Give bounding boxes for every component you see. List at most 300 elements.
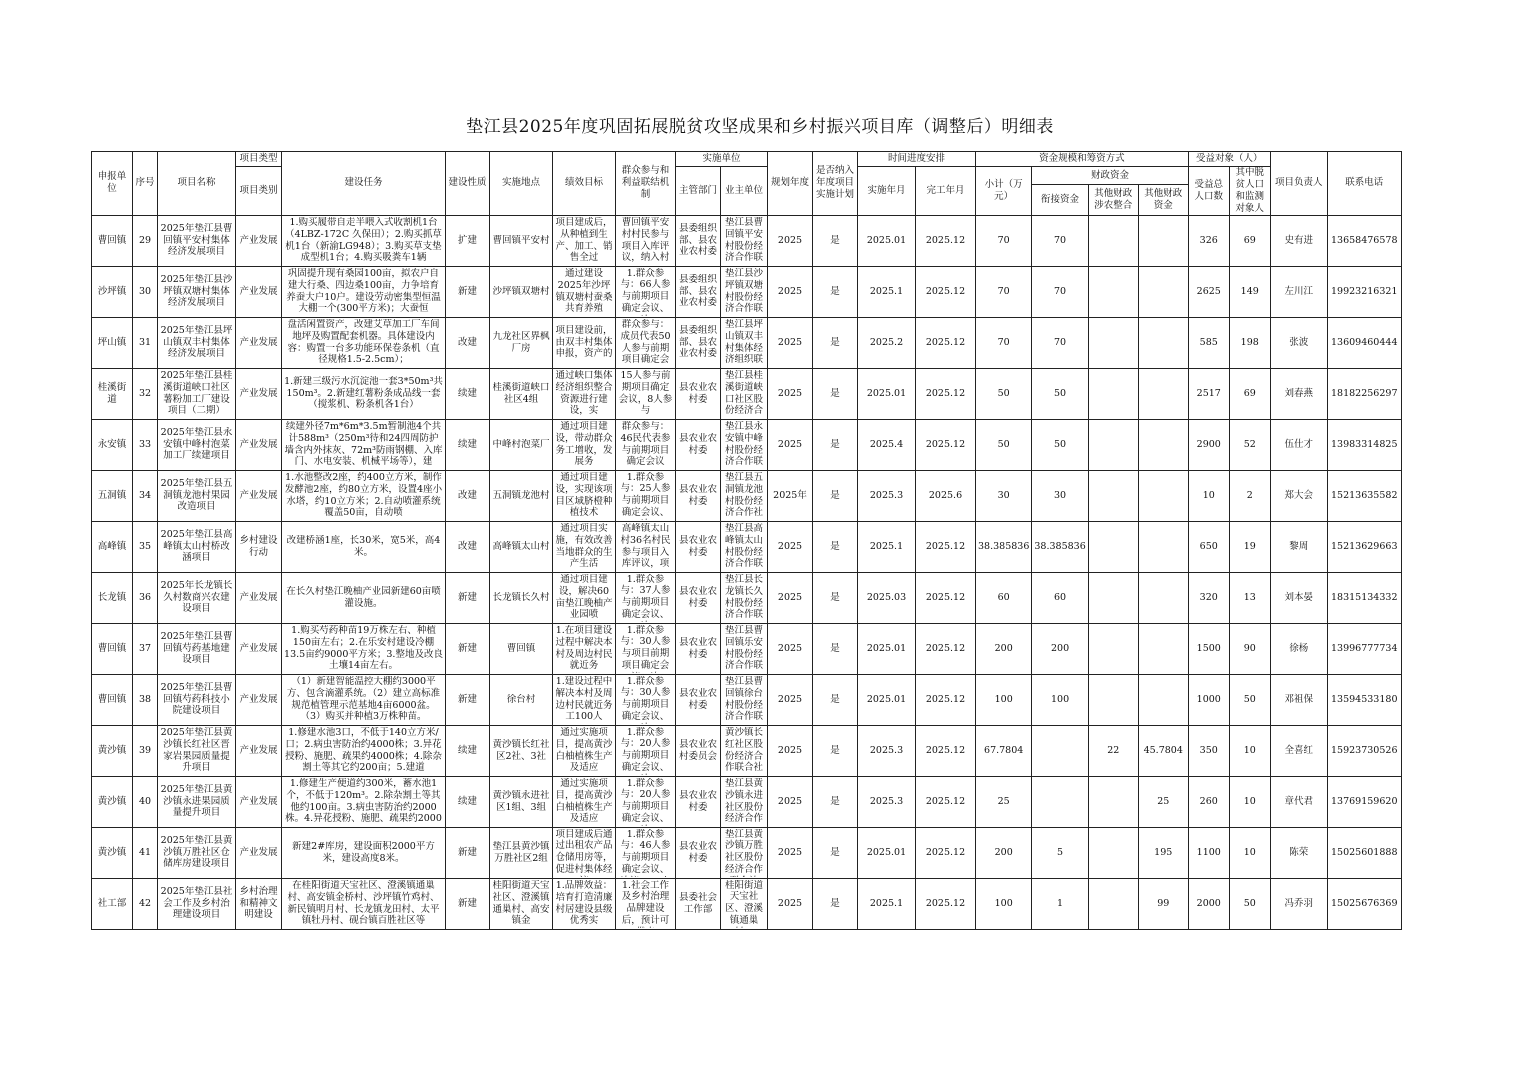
start-cell bbox=[858, 521, 916, 572]
header-type: 项目类别 bbox=[236, 167, 282, 216]
total-pop-cell bbox=[1188, 317, 1229, 368]
seq-cell bbox=[133, 368, 158, 419]
dept-cell-text: 县农业农村委 bbox=[678, 840, 717, 864]
phone-cell-text: 15213629663 bbox=[1331, 540, 1398, 552]
mechanism-cell bbox=[616, 878, 676, 929]
total-pop-cell-text: 320 bbox=[1199, 591, 1218, 603]
leader-cell-text: 左川江 bbox=[1284, 285, 1313, 297]
seq-cell-text: 39 bbox=[138, 744, 152, 756]
location-cell bbox=[490, 368, 553, 419]
mechanism-cell-text: 1.群众参与：37人参与前期项目确定会议、 bbox=[620, 573, 671, 621]
mechanism-cell-text: 1.社会工作及乡村治理品牌建设后，预计可 bbox=[621, 879, 670, 927]
end-cell-text: 2025.6 bbox=[928, 489, 963, 501]
goal-cell bbox=[553, 674, 616, 725]
type-cell bbox=[236, 470, 282, 521]
year-cell-text: 2025 bbox=[777, 897, 803, 909]
nature-cell-text: 新建 bbox=[457, 591, 477, 603]
leader-cell-text: 邓祖保 bbox=[1284, 693, 1313, 705]
task-cell bbox=[282, 317, 446, 368]
location-cell-text: 黄沙镇永进社区1组、3组 bbox=[492, 789, 550, 813]
end-cell bbox=[916, 725, 976, 776]
seq-cell-text: 32 bbox=[138, 387, 152, 399]
goal-cell bbox=[553, 878, 616, 929]
poor-pop-cell-text: 198 bbox=[1240, 336, 1259, 348]
table-row bbox=[92, 419, 1402, 470]
poor-pop-cell bbox=[1229, 572, 1270, 623]
total-pop-cell bbox=[1188, 215, 1229, 266]
total-pop-cell-text: 2000 bbox=[1196, 897, 1221, 909]
included-cell-text: 是 bbox=[830, 591, 840, 603]
year-cell-text: 2025 bbox=[777, 540, 803, 552]
mechanism-cell bbox=[616, 725, 676, 776]
start-cell-text: 2025.4 bbox=[869, 438, 904, 450]
location-cell-text: 垫江县黄沙镇万胜社区2组 bbox=[492, 840, 550, 864]
type-cell bbox=[236, 725, 282, 776]
end-cell-text: 2025.12 bbox=[925, 642, 966, 654]
mechanism-cell-text: 1.群众参与：46人参与前期项目确定会议、 bbox=[620, 828, 671, 876]
start-cell bbox=[858, 317, 916, 368]
goal-cell-text: 通过项目实施，有效改善当地群众的生产生活 bbox=[555, 522, 613, 570]
connect-cell-text: 50 bbox=[1054, 438, 1067, 450]
phone-cell bbox=[1327, 215, 1401, 266]
unit-cell bbox=[92, 317, 133, 368]
dept-cell-text: 县委组织部、县农业农村委 bbox=[678, 324, 717, 360]
location-cell bbox=[490, 419, 553, 470]
connect-cell-text: 50 bbox=[1054, 387, 1067, 399]
start-cell-text: 2025.03 bbox=[866, 591, 907, 603]
poor-pop-cell bbox=[1229, 623, 1270, 674]
mechanism-cell bbox=[616, 776, 676, 827]
owner-cell-text: 垫江县曹回镇平安村股份经济合作联 bbox=[724, 216, 763, 264]
poor-pop-cell bbox=[1229, 419, 1270, 470]
type-cell bbox=[236, 776, 282, 827]
seq-cell bbox=[133, 215, 158, 266]
year-cell bbox=[768, 878, 813, 929]
location-cell bbox=[490, 776, 553, 827]
subtotal-cell bbox=[976, 317, 1032, 368]
owner-cell bbox=[721, 623, 768, 674]
dept-cell bbox=[676, 878, 721, 929]
total-pop-cell bbox=[1188, 572, 1229, 623]
dept-cell-text: 县农业农村委 bbox=[678, 687, 717, 711]
goal-cell bbox=[553, 470, 616, 521]
poor-pop-cell-text: 19 bbox=[1243, 540, 1256, 552]
header-end: 完工年月 bbox=[916, 167, 976, 216]
dept-cell bbox=[676, 317, 721, 368]
task-cell-text: 巩固提升现有桑园100亩，拟农户自建大行桑、四边桑100亩，力争培育养蚕大户10户。建设劳动密集型恒温大棚一个(300平方米)；大蚕恒 bbox=[286, 267, 441, 315]
dept-cell bbox=[676, 623, 721, 674]
nature-cell bbox=[446, 317, 490, 368]
phone-cell-text: 15923730526 bbox=[1331, 744, 1398, 756]
task-cell-text: 在桂阳街道天宝社区、澄溪镇通巢村、高安镇金桥村、沙坪镇竹鸡村、新民镇明月村、长龙镇龙田村、太平镇牡丹村、砚台镇百胜社区等 bbox=[287, 879, 440, 927]
table-row bbox=[92, 368, 1402, 419]
dept-cell-text: 县农业农村委 bbox=[678, 432, 717, 456]
agri-cell bbox=[1088, 266, 1138, 317]
leader-cell-text: 伍仕才 bbox=[1284, 438, 1313, 450]
total-pop-cell bbox=[1188, 776, 1229, 827]
leader-cell bbox=[1270, 215, 1327, 266]
task-cell bbox=[282, 419, 446, 470]
subtotal-cell-text: 38.385836 bbox=[978, 540, 1030, 552]
included-cell-text: 是 bbox=[830, 387, 840, 399]
name-cell-text: 2025年垫江县桂溪街道峡口社区薯粉加工厂建设项目（二期） bbox=[160, 369, 233, 417]
subtotal-cell-text: 70 bbox=[997, 336, 1010, 348]
poor-pop-cell-text: 90 bbox=[1243, 642, 1256, 654]
connect-cell-text: 30 bbox=[1054, 489, 1067, 501]
leader-cell bbox=[1270, 878, 1327, 929]
end-cell-text: 2025.12 bbox=[925, 897, 966, 909]
dept-cell bbox=[676, 419, 721, 470]
total-pop-cell bbox=[1188, 521, 1229, 572]
dept-cell bbox=[676, 776, 721, 827]
header-year: 规划年度 bbox=[768, 152, 813, 216]
goal-cell-text: 通过项目建设，实现该项目区域脐橙种植技术 bbox=[555, 471, 613, 519]
other-cell-text: 195 bbox=[1154, 846, 1173, 858]
connect-cell bbox=[1032, 878, 1088, 929]
name-cell-text: 2025年垫江县黄沙镇万胜社区仓储库房建设项目 bbox=[160, 834, 233, 870]
task-cell-text: 在长久村垫江晚柚产业园新建60亩喷灌设施。 bbox=[286, 585, 441, 609]
phone-cell-text: 13609460444 bbox=[1331, 336, 1398, 348]
included-cell-text: 是 bbox=[830, 693, 840, 705]
agri-cell bbox=[1088, 776, 1138, 827]
subtotal-cell-text: 200 bbox=[994, 642, 1013, 654]
connect-cell bbox=[1032, 674, 1088, 725]
end-cell-text: 2025.12 bbox=[925, 846, 966, 858]
poor-pop-cell-text: 10 bbox=[1243, 744, 1256, 756]
subtotal-cell-text: 50 bbox=[997, 387, 1010, 399]
owner-cell bbox=[721, 674, 768, 725]
subtotal-cell bbox=[976, 623, 1032, 674]
task-cell-text: 1.修建水池3口，不低于140立方米/口；2.病虫害防治约4000株；3.异花授粉、施肥、疏果约4000株；4.除杂割土等其它约200亩；5.建道 bbox=[285, 726, 442, 774]
seq-cell-text: 37 bbox=[138, 642, 152, 654]
leader-cell bbox=[1270, 674, 1327, 725]
owner-cell-text: 垫江县黄沙镇永进社区股份经济合作 bbox=[724, 777, 763, 825]
unit-cell-text: 社工部 bbox=[97, 897, 127, 909]
name-cell-text: 2025年垫江县永安镇中峰村泡菜加工厂续建项目 bbox=[160, 426, 233, 462]
total-pop-cell-text: 585 bbox=[1199, 336, 1218, 348]
year-cell-text: 2025 bbox=[777, 795, 803, 807]
location-cell bbox=[490, 317, 553, 368]
agri-cell bbox=[1088, 827, 1138, 878]
owner-cell-text: 垫江县五洞镇龙池村股份经济合作社 bbox=[724, 471, 763, 519]
table-row bbox=[92, 266, 1402, 317]
task-cell-text: 盘活闲置资产，改建艾草加工厂车间地坪及购置配套机器。具体建设内容：购置一台多功能环保卷条机（直径规格1.5-2.5cm）； bbox=[287, 318, 440, 366]
included-cell bbox=[813, 521, 858, 572]
year-cell-text: 2025 bbox=[777, 846, 803, 858]
location-cell bbox=[490, 623, 553, 674]
year-cell bbox=[768, 674, 813, 725]
start-cell-text: 2025.01 bbox=[866, 846, 907, 858]
goal-cell bbox=[553, 419, 616, 470]
table-row bbox=[92, 827, 1402, 878]
location-cell bbox=[490, 827, 553, 878]
type-cell-text: 产业发展 bbox=[239, 846, 278, 858]
header-goal: 绩效目标 bbox=[553, 152, 616, 216]
name-cell-text: 2025年垫江县曹回镇芍药科技小院建设项目 bbox=[160, 681, 233, 717]
nature-cell bbox=[446, 470, 490, 521]
dept-cell-text: 县委社会工作部 bbox=[678, 891, 717, 915]
table-row bbox=[92, 572, 1402, 623]
included-cell-text: 是 bbox=[830, 642, 840, 654]
type-cell bbox=[236, 317, 282, 368]
type-cell bbox=[236, 215, 282, 266]
included-cell bbox=[813, 266, 858, 317]
other-cell bbox=[1138, 419, 1188, 470]
end-cell-text: 2025.12 bbox=[925, 234, 966, 246]
location-cell bbox=[490, 470, 553, 521]
goal-cell bbox=[553, 521, 616, 572]
header-connect: 衔接资金 bbox=[1032, 185, 1088, 215]
location-cell-text: 长龙镇长久村 bbox=[492, 591, 550, 603]
table-row bbox=[92, 317, 1402, 368]
year-cell bbox=[768, 725, 813, 776]
poor-pop-cell-text: 50 bbox=[1243, 897, 1256, 909]
start-cell bbox=[858, 827, 916, 878]
leader-cell bbox=[1270, 572, 1327, 623]
phone-cell bbox=[1327, 674, 1401, 725]
end-cell bbox=[916, 572, 976, 623]
unit-cell bbox=[92, 878, 133, 929]
dept-cell-text: 县农业农村委员会 bbox=[678, 738, 717, 762]
start-cell bbox=[858, 266, 916, 317]
total-pop-cell-text: 1100 bbox=[1196, 846, 1221, 858]
start-cell bbox=[858, 470, 916, 521]
total-pop-cell bbox=[1188, 266, 1229, 317]
start-cell-text: 2025.3 bbox=[869, 744, 904, 756]
location-cell bbox=[490, 674, 553, 725]
task-cell bbox=[282, 470, 446, 521]
start-cell-text: 2025.3 bbox=[869, 795, 904, 807]
unit-cell bbox=[92, 572, 133, 623]
dept-cell bbox=[676, 266, 721, 317]
dept-cell-text: 县农业农村委 bbox=[678, 534, 717, 558]
header-start: 实施年月 bbox=[858, 167, 916, 216]
location-cell bbox=[490, 215, 553, 266]
location-cell-text: 曹回镇 bbox=[506, 642, 536, 654]
location-cell-text: 徐台村 bbox=[506, 693, 536, 705]
goal-cell-text: 1.建设过程中解决本村及周边村民就近务工100人 bbox=[555, 675, 613, 723]
owner-cell-text: 垫江县长龙镇长久村股份经济合作联 bbox=[724, 573, 763, 621]
included-cell-text: 是 bbox=[830, 489, 840, 501]
nature-cell-text: 扩建 bbox=[457, 234, 477, 246]
end-cell bbox=[916, 470, 976, 521]
unit-cell bbox=[92, 521, 133, 572]
location-cell-text: 曹回镇平安村 bbox=[492, 234, 550, 246]
other-cell bbox=[1138, 572, 1188, 623]
unit-cell-text: 沙坪镇 bbox=[97, 285, 127, 297]
total-pop-cell bbox=[1188, 419, 1229, 470]
end-cell-text: 2025.12 bbox=[925, 540, 966, 552]
total-pop-cell bbox=[1188, 674, 1229, 725]
type-cell-text: 产业发展 bbox=[239, 489, 278, 501]
year-cell-text: 2025 bbox=[777, 693, 803, 705]
nature-cell bbox=[446, 368, 490, 419]
owner-cell bbox=[721, 827, 768, 878]
seq-cell-text: 40 bbox=[138, 795, 152, 807]
type-cell-text: 产业发展 bbox=[239, 591, 278, 603]
year-cell bbox=[768, 317, 813, 368]
other-cell bbox=[1138, 368, 1188, 419]
table-row bbox=[92, 776, 1402, 827]
poor-pop-cell bbox=[1229, 878, 1270, 929]
header-name: 项目名称 bbox=[158, 152, 236, 216]
owner-cell bbox=[721, 878, 768, 929]
included-cell bbox=[813, 317, 858, 368]
year-cell-text: 2025 bbox=[777, 336, 803, 348]
header-dept: 主管部门 bbox=[676, 167, 721, 216]
poor-pop-cell bbox=[1229, 368, 1270, 419]
start-cell bbox=[858, 215, 916, 266]
seq-cell-text: 42 bbox=[138, 897, 152, 909]
start-cell-text: 2025.01 bbox=[866, 642, 907, 654]
goal-cell-text: 通过实施项目，提高黄沙白柚植株生产及适应 bbox=[555, 726, 613, 774]
subtotal-cell bbox=[976, 419, 1032, 470]
unit-cell bbox=[92, 215, 133, 266]
type-cell-text: 产业发展 bbox=[239, 795, 278, 807]
seq-cell-text: 35 bbox=[138, 540, 152, 552]
start-cell bbox=[858, 725, 916, 776]
header-benefit-group: 受益对象（人） bbox=[1188, 152, 1270, 167]
table-body bbox=[92, 215, 1402, 929]
phone-cell bbox=[1327, 572, 1401, 623]
project-table bbox=[91, 151, 1402, 930]
poor-pop-cell bbox=[1229, 776, 1270, 827]
name-cell bbox=[158, 521, 236, 572]
phone-cell-text: 13594533180 bbox=[1331, 693, 1398, 705]
phone-cell bbox=[1327, 317, 1401, 368]
name-cell bbox=[158, 266, 236, 317]
type-cell-text: 产业发展 bbox=[239, 438, 278, 450]
phone-cell bbox=[1327, 419, 1401, 470]
included-cell bbox=[813, 878, 858, 929]
name-cell-text: 2025年垫江县坪山镇双丰村集体经济发展项目 bbox=[160, 324, 233, 360]
name-cell-text: 2025年垫江县黄沙镇长红社区晋家岩果园质量提升项目 bbox=[160, 726, 233, 774]
goal-cell bbox=[553, 368, 616, 419]
header-owner: 业主单位 bbox=[721, 167, 768, 216]
nature-cell-text: 改建 bbox=[457, 336, 477, 348]
included-cell-text: 是 bbox=[830, 795, 840, 807]
unit-cell bbox=[92, 623, 133, 674]
header-impl-group: 实施单位 bbox=[676, 152, 768, 167]
agri-cell bbox=[1088, 572, 1138, 623]
nature-cell bbox=[446, 215, 490, 266]
dept-cell bbox=[676, 215, 721, 266]
connect-cell-text: 60 bbox=[1054, 591, 1067, 603]
total-pop-cell-text: 1000 bbox=[1196, 693, 1221, 705]
phone-cell bbox=[1327, 725, 1401, 776]
subtotal-cell-text: 60 bbox=[997, 591, 1010, 603]
location-cell-text: 高峰镇太山村 bbox=[492, 540, 550, 552]
unit-cell-text: 黄沙镇 bbox=[97, 795, 127, 807]
table-row bbox=[92, 623, 1402, 674]
unit-cell-text: 曹回镇 bbox=[97, 642, 127, 654]
mechanism-cell-text: 1.群众参与：20人参与前期项目确定会议、 bbox=[620, 777, 671, 825]
goal-cell bbox=[553, 623, 616, 674]
end-cell-text: 2025.12 bbox=[925, 795, 966, 807]
goal-cell bbox=[553, 317, 616, 368]
other-cell bbox=[1138, 725, 1188, 776]
dept-cell bbox=[676, 674, 721, 725]
owner-cell bbox=[721, 776, 768, 827]
name-cell bbox=[158, 878, 236, 929]
poor-pop-cell-text: 69 bbox=[1243, 387, 1256, 399]
mechanism-cell-text: 曹回镇平安村村民参与项目入库评议，纳入村 bbox=[621, 216, 670, 264]
phone-cell bbox=[1327, 368, 1401, 419]
phone-cell-text: 13983314825 bbox=[1331, 438, 1398, 450]
year-cell-text: 2025 bbox=[777, 744, 803, 756]
poor-pop-cell bbox=[1229, 725, 1270, 776]
subtotal-cell bbox=[976, 266, 1032, 317]
name-cell bbox=[158, 215, 236, 266]
other-cell bbox=[1138, 776, 1188, 827]
included-cell bbox=[813, 725, 858, 776]
mechanism-cell bbox=[616, 419, 676, 470]
location-cell bbox=[490, 878, 553, 929]
type-cell bbox=[236, 623, 282, 674]
total-pop-cell bbox=[1188, 470, 1229, 521]
name-cell-text: 2025年垫江县五洞镇龙池村果园改造项目 bbox=[160, 477, 233, 513]
owner-cell-text: 垫江县黄沙镇万胜社区股份经济合作 bbox=[724, 828, 763, 876]
leader-cell-text: 冯乔羽 bbox=[1284, 897, 1313, 909]
poor-pop-cell bbox=[1229, 827, 1270, 878]
total-pop-cell bbox=[1188, 368, 1229, 419]
name-cell bbox=[158, 725, 236, 776]
end-cell bbox=[916, 776, 976, 827]
subtotal-cell-text: 70 bbox=[997, 285, 1010, 297]
included-cell-text: 是 bbox=[830, 897, 840, 909]
nature-cell-text: 续建 bbox=[457, 744, 477, 756]
unit-cell bbox=[92, 266, 133, 317]
year-cell bbox=[768, 623, 813, 674]
connect-cell-text: 1 bbox=[1057, 897, 1064, 909]
poor-pop-cell bbox=[1229, 674, 1270, 725]
connect-cell-text: 70 bbox=[1054, 336, 1067, 348]
total-pop-cell-text: 350 bbox=[1199, 744, 1218, 756]
leader-cell bbox=[1270, 725, 1327, 776]
end-cell bbox=[916, 266, 976, 317]
leader-cell-text: 全喜红 bbox=[1284, 744, 1313, 756]
name-cell bbox=[158, 674, 236, 725]
mechanism-cell-text: 15人参与前期项目确定会议，8人参与 bbox=[618, 369, 673, 417]
name-cell bbox=[158, 419, 236, 470]
owner-cell bbox=[721, 572, 768, 623]
type-cell bbox=[236, 827, 282, 878]
location-cell-text: 中峰村泡菜厂 bbox=[492, 438, 550, 450]
table-row bbox=[92, 725, 1402, 776]
start-cell-text: 2025.2 bbox=[869, 336, 904, 348]
mechanism-cell bbox=[616, 623, 676, 674]
agri-cell bbox=[1088, 674, 1138, 725]
poor-pop-cell bbox=[1229, 317, 1270, 368]
task-cell-text: 新建2#库房，建设面积2000平方米，建设高度8米。 bbox=[292, 840, 435, 864]
header-included: 是否纳入年度项目实施计划 bbox=[813, 152, 858, 216]
total-pop-cell-text: 2900 bbox=[1196, 438, 1221, 450]
start-cell-text: 2025.01 bbox=[866, 234, 907, 246]
unit-cell-text: 长龙镇 bbox=[97, 591, 127, 603]
mechanism-cell-text: 群众参与：46民代表参与前期项目确定会议 bbox=[620, 420, 671, 468]
end-cell-text: 2025.12 bbox=[925, 336, 966, 348]
start-cell bbox=[858, 776, 916, 827]
end-cell bbox=[916, 419, 976, 470]
type-cell-text: 产业发展 bbox=[239, 387, 278, 399]
nature-cell-text: 续建 bbox=[457, 795, 477, 807]
subtotal-cell bbox=[976, 674, 1032, 725]
header-fiscal-group: 财政资金 bbox=[1032, 167, 1188, 185]
other-cell bbox=[1138, 266, 1188, 317]
table-row bbox=[92, 674, 1402, 725]
header-row-1 bbox=[92, 152, 1402, 167]
subtotal-cell-text: 25 bbox=[997, 795, 1010, 807]
